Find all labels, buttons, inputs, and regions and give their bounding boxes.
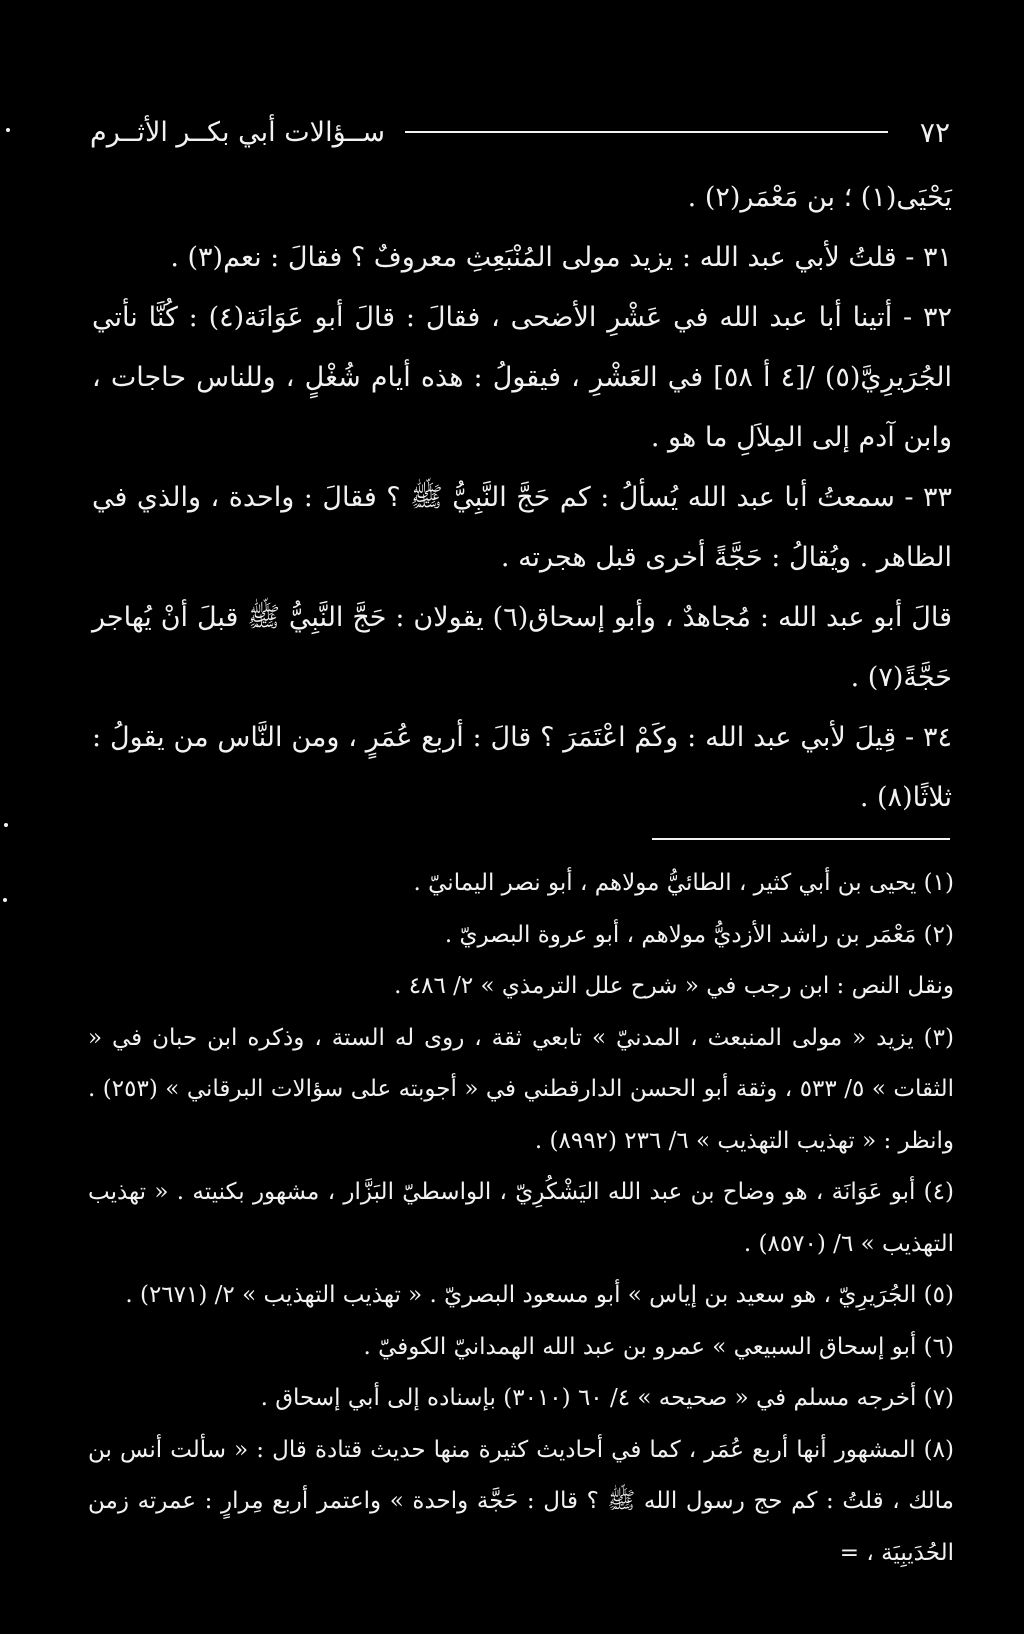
paragraph-31: ٣١ - قلتُ لأبي عبد الله : يزيد مولى المُنْبَعِثِ معروفٌ ؟ فقالَ : نعم(٣) . xyxy=(170,242,952,273)
footnote-7: (٧) أخرجه مسلم في « صحيحه » ٤/ ٦٠ (٣٠١٠) بإسناده إلى أبي إسحاق . xyxy=(260,1385,954,1411)
footnote-5: (٥) الجُرَيرِيّ ، هو سعيد بن إياس » أبو مسعود البصريّ . « تهذيب التهذيب » ٢/ (٢٦٧١) . xyxy=(125,1282,954,1308)
running-title: ســؤالات أبي بكــر الأثــرم xyxy=(90,116,385,148)
page-header xyxy=(90,112,950,152)
footnote-2-note: ونقل النص : ابن رجب في « شرح علل الترمذي » ٢/ ٤٨٦ . xyxy=(394,973,954,999)
footnote-8: (٨) المشهور أنها أربع عُمَر ، كما في أحاديث كثيرة منها حديث قتادة قال : « سألت أنس بن مالك ، قلتُ : كم حج رسول الله ﷺ ؟ قال : حَجَّة واحدة » واعتمر أربع مِرارٍ : عمرته زمن الحُدَيبِيَة ، = xyxy=(88,1436,954,1566)
scan-mark xyxy=(3,898,7,902)
paragraph-continuation: يَحْيَى(١) ؛ بن مَعْمَر(٢) . xyxy=(687,182,952,213)
page-number: ٧٢ xyxy=(919,115,950,149)
paragraph-33: ٣٣ - سمعتُ أبا عبد الله يُسألُ : كم حَجَّ النَّبِيُّ ﷺ ؟ فقالَ : واحدة ، والذي في الظاهر . ويُقالُ : حَجَّةً أخرى قبل هجرته . xyxy=(92,482,952,573)
scan-mark xyxy=(6,128,10,132)
footnote-2: (٢) مَعْمَر بن راشد الأزديُّ مولاهم ، أبو عروة البصريّ . xyxy=(444,921,954,948)
scan-mark xyxy=(4,823,8,827)
footnote-1: (١) يحيى بن أبي كثير ، الطائيُّ مولاهم ، أبو نصر اليمانيّ . xyxy=(413,870,954,896)
main-text xyxy=(92,168,952,828)
footnote-separator xyxy=(652,838,950,840)
footnote-3: (٣) يزيد « مولى المنبعث ، المدنيّ » تابعي ثقة ، روى له الستة ، وذكره ابن حبان في « الثقات » ٥/ ٥٣٣ ، وثقة أبو الحسن الدارقطني في « أجوبته على سؤالات البرقاني » (٢٥٣) . وانظر : « تهذيب التهذيب » ٦/ ٢٣٦ (٨٩٩٢) . xyxy=(88,1024,955,1154)
header-rule xyxy=(405,131,888,133)
footnote-6: (٦) أبو إسحاق السبيعي » عمرو بن عبد الله الهمدانيّ الكوفيّ . xyxy=(363,1333,954,1360)
footnote-4: (٤) أبو عَوَانَة ، هو وضاح بن عبد الله اليَشْكُرِيّ ، الواسطيّ البَزَّار ، مشهور بكنيته . « تهذيب التهذيب » ٦/ (٨٥٧٠) . xyxy=(88,1179,954,1257)
paragraph-34: ٣٤ - قِيلَ لأبي عبد الله : وكَمْ اعْتَمَرَ ؟ قالَ : أربع عُمَرٍ ، ومن النَّاس من يقولُ : ثلاثًا(٨) . xyxy=(92,722,952,813)
paragraph-32: ٣٢ - أتينا أبا عبد الله في عَشْرِ الأضحى ، فقالَ : قالَ أبو عَوَانَة(٤) : كُنَّا نأتي الجُرَيرِيَّ(٥) /[٤ أ ٥٨] في العَشْرِ ، فيقولُ : هذه أيام شُغْلٍ ، وللناس حاجات ، وابن آدم إلى المِلاَلِ ما هو . xyxy=(92,302,953,453)
paragraph-33-continued: قالَ أبو عبد الله : مُجاهدٌ ، وأبو إسحاق(٦) يقولان : حَجَّ النَّبِيُّ ﷺ قبلَ أنْ يُهاجر حَجَّةً(٧) . xyxy=(92,602,952,693)
footnotes xyxy=(88,858,954,1579)
